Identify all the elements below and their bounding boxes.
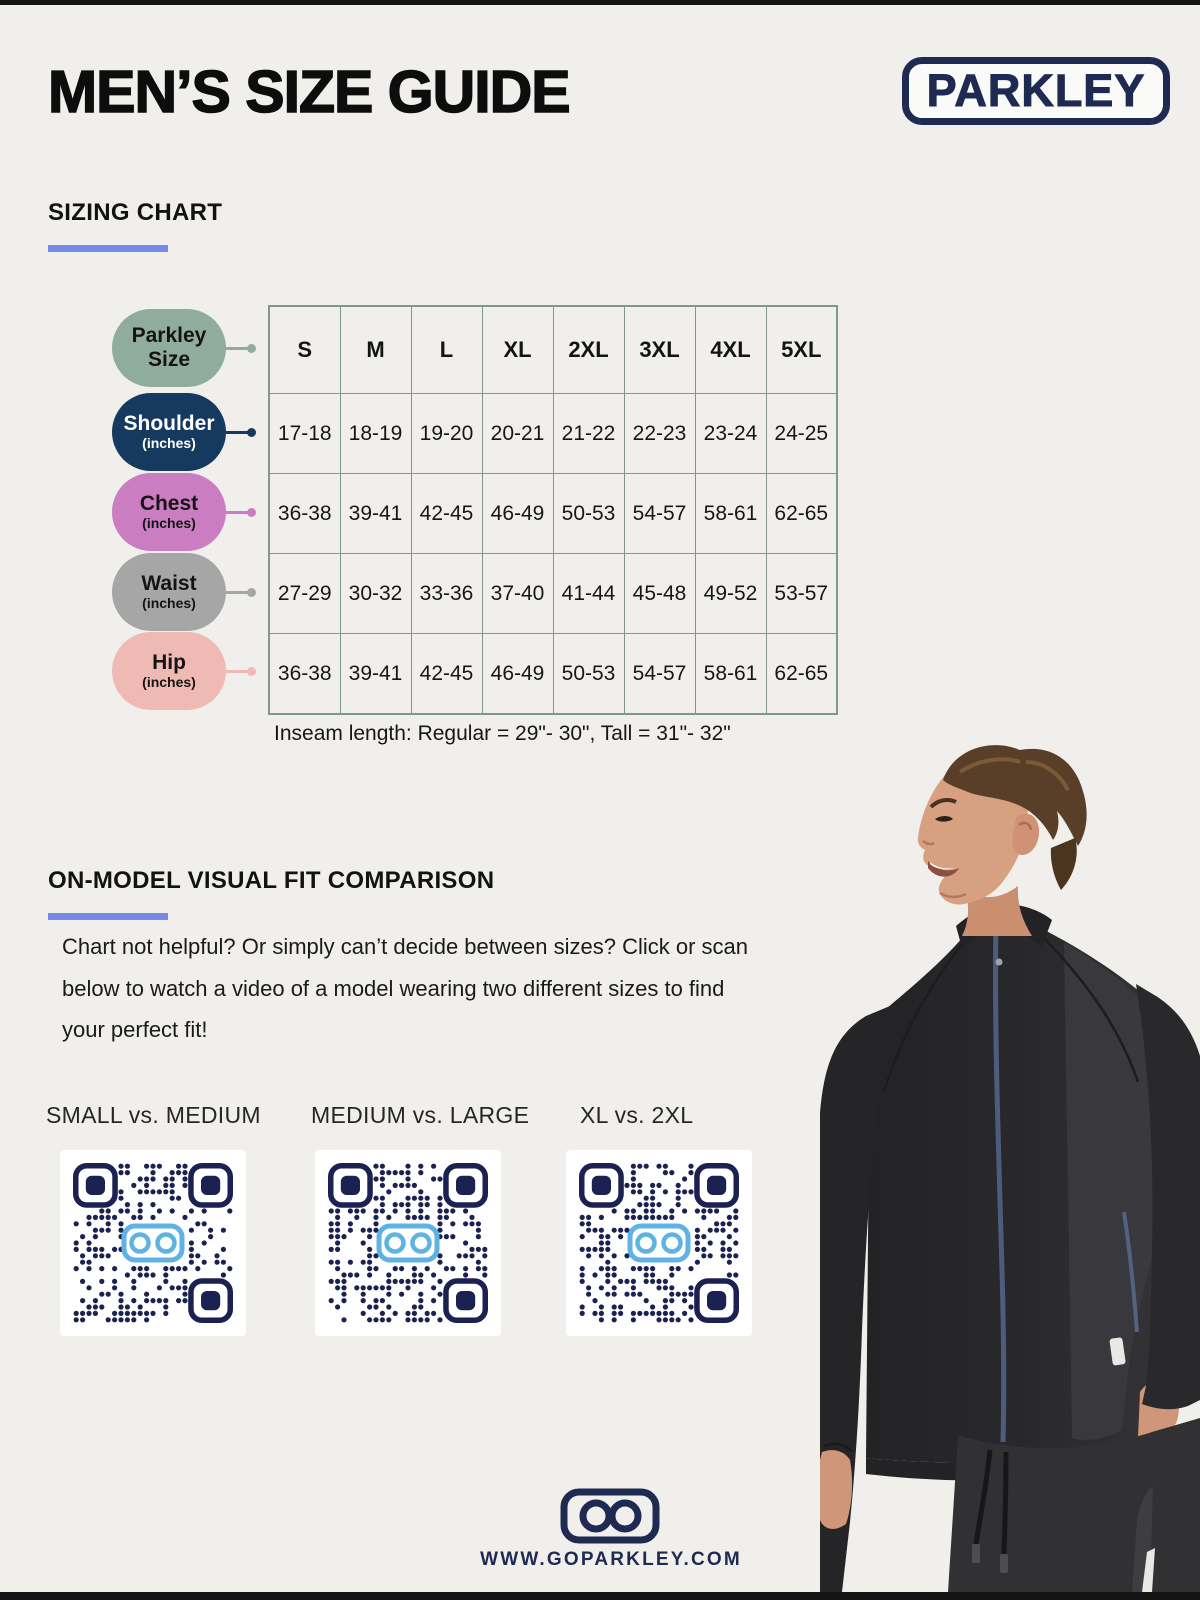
size-value-cell: 37-40 xyxy=(482,554,553,634)
size-column-header: S xyxy=(269,306,340,394)
size-value-cell: 46-49 xyxy=(482,474,553,554)
qr-label-medium-vs-large: MEDIUM vs. LARGE xyxy=(311,1102,530,1128)
size-value-cell: 30-32 xyxy=(340,554,411,634)
row-connector-line xyxy=(226,591,248,594)
size-column-header: 2XL xyxy=(553,306,624,394)
size-value-cell: 20-21 xyxy=(482,394,553,474)
qr-code-medium-vs-large[interactable] xyxy=(315,1150,501,1336)
row-label-chest xyxy=(112,473,226,551)
oval-label-text: Hip xyxy=(152,651,186,675)
sizing-table xyxy=(268,305,838,715)
row-label-shoulder xyxy=(112,393,226,471)
row-label-parkley-size xyxy=(112,309,226,387)
size-value-cell: 18-19 xyxy=(340,394,411,474)
size-column-header: L xyxy=(411,306,482,394)
qr-code-graphic xyxy=(73,1163,233,1323)
size-value-cell: 41-44 xyxy=(553,554,624,634)
size-value-cell: 19-20 xyxy=(411,394,482,474)
row-label-waist xyxy=(112,553,226,631)
size-value-cell: 42-45 xyxy=(411,474,482,554)
parkley-logo-text: PARKLEY xyxy=(926,65,1146,116)
oval-unit-text: (inches) xyxy=(142,594,196,611)
goparkley-goggles-icon xyxy=(560,1488,660,1544)
row-connector-dot xyxy=(247,508,256,517)
qr-code-small-vs-medium[interactable] xyxy=(60,1150,246,1336)
qr-code-graphic xyxy=(579,1163,739,1323)
zipper-pull xyxy=(996,959,1003,966)
row-label-hip xyxy=(112,632,226,710)
qr-code-xl-vs-2xl[interactable] xyxy=(566,1150,752,1336)
size-value-cell: 39-41 xyxy=(340,634,411,715)
size-column-header: M xyxy=(340,306,411,394)
oval-unit-text: (inches) xyxy=(142,673,196,690)
size-table-row xyxy=(269,394,837,474)
size-value-cell: 50-53 xyxy=(553,474,624,554)
row-connector-dot xyxy=(247,667,256,676)
row-connector-dot xyxy=(247,344,256,353)
row-connector-line xyxy=(226,670,248,673)
size-value-cell: 39-41 xyxy=(340,474,411,554)
size-column-header: XL xyxy=(482,306,553,394)
row-connector-dot xyxy=(247,588,256,597)
row-connector-line xyxy=(226,511,248,514)
oval-label-text: Shoulder xyxy=(123,412,215,436)
inseam-note: Inseam length: Regular = 29"- 30", Tall = 31"- 32" xyxy=(274,722,731,745)
size-value-cell: 33-36 xyxy=(411,554,482,634)
size-table-row xyxy=(269,474,837,554)
qr-code-graphic xyxy=(328,1163,488,1323)
bottom-edge-bar xyxy=(0,1592,1200,1600)
size-value-cell: 54-57 xyxy=(624,634,695,715)
page-title: MEN’S SIZE GUIDE xyxy=(48,59,570,125)
model-ear xyxy=(1012,814,1039,855)
fit-comparison-heading: ON-MODEL VISUAL FIT COMPARISON xyxy=(48,867,495,894)
sizing-table-header xyxy=(269,306,837,394)
qr-label-xl-vs-2xl: XL vs. 2XL xyxy=(580,1102,694,1128)
paragraph-line: your perfect fit! xyxy=(62,1017,208,1042)
oval-label-text: Chest xyxy=(139,492,199,516)
row-connector-dot xyxy=(247,428,256,437)
size-column-header: 3XL xyxy=(624,306,695,394)
fit-comparison-paragraph xyxy=(62,926,862,1051)
drawstring xyxy=(1004,1452,1006,1554)
row-connector-line xyxy=(226,347,248,350)
size-value-cell: 23-24 xyxy=(695,394,766,474)
size-value-cell: 62-65 xyxy=(766,634,837,715)
size-value-cell: 62-65 xyxy=(766,474,837,554)
size-value-cell: 24-25 xyxy=(766,394,837,474)
size-column-header: 4XL xyxy=(695,306,766,394)
size-value-cell: 45-48 xyxy=(624,554,695,634)
model-hand-left xyxy=(820,1450,852,1529)
top-edge-bar xyxy=(0,0,1200,5)
size-value-cell: 46-49 xyxy=(482,634,553,715)
oval-label-text: Waist xyxy=(141,572,197,596)
size-value-cell: 36-38 xyxy=(269,634,340,715)
size-value-cell: 53-57 xyxy=(766,554,837,634)
model-hair-back xyxy=(1051,838,1077,890)
paragraph-line: below to watch a video of a model wearing two different sizes to find xyxy=(62,975,725,1001)
size-value-cell: 27-29 xyxy=(269,554,340,634)
sizing-chart-heading: SIZING CHART xyxy=(48,199,223,226)
sizing-heading-underline xyxy=(48,245,168,252)
size-value-cell: 22-23 xyxy=(624,394,695,474)
size-table-row xyxy=(269,554,837,634)
size-value-cell: 54-57 xyxy=(624,474,695,554)
size-value-cell: 36-38 xyxy=(269,474,340,554)
size-column-header: 5XL xyxy=(766,306,837,394)
oval-unit-text: (inches) xyxy=(142,434,196,451)
size-value-cell: 17-18 xyxy=(269,394,340,474)
size-value-cell: 58-61 xyxy=(695,634,766,715)
oval-label-text: Size xyxy=(147,348,191,371)
fit-heading-underline xyxy=(48,913,168,920)
size-value-cell: 49-52 xyxy=(695,554,766,634)
row-connector-line xyxy=(226,431,248,434)
paragraph-line: Chart not helpful? Or simply can’t decide between sizes? Click or scan xyxy=(62,934,748,959)
parkley-logo xyxy=(902,57,1170,125)
size-value-cell: 50-53 xyxy=(553,634,624,715)
size-value-cell: 42-45 xyxy=(411,634,482,715)
model-photo xyxy=(820,690,1200,1592)
size-value-cell: 58-61 xyxy=(695,474,766,554)
size-value-cell: 21-22 xyxy=(553,394,624,474)
oval-label-text: Parkley xyxy=(131,324,207,348)
website-url: WWW.GOPARKLEY.COM xyxy=(480,1549,742,1570)
size-table-row xyxy=(269,634,837,715)
qr-label-small-vs-medium: SMALL vs. MEDIUM xyxy=(46,1102,261,1128)
oval-unit-text: (inches) xyxy=(142,514,196,531)
